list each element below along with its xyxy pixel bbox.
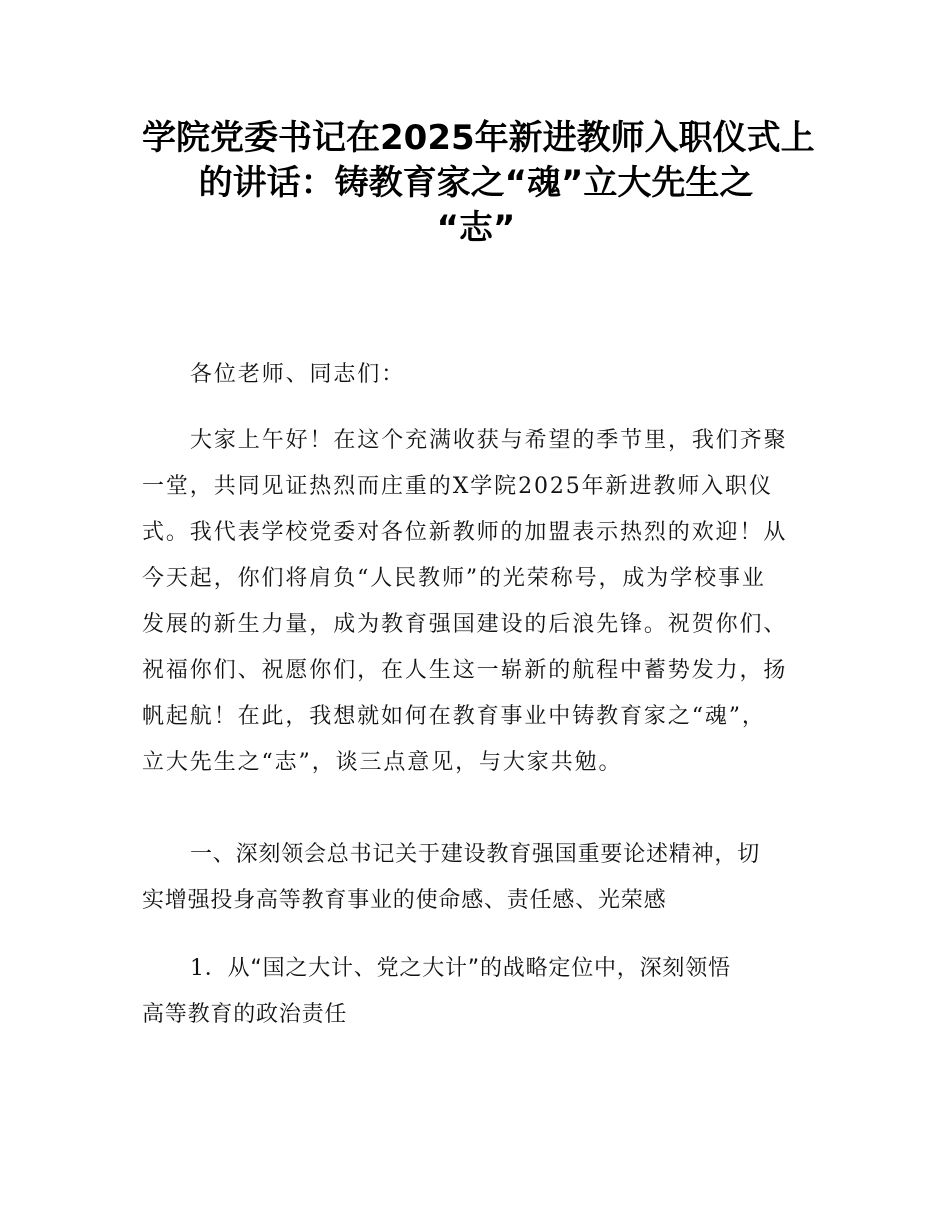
salutation-text: 各位老师、同志们： [190,362,406,387]
heading-line: 实增强投身高等教育事业的使命感、责任感、光荣感 [142,888,667,913]
heading-line [142,946,810,992]
paragraph-line: 今天起，你们将肩负“人民教师”的光荣称号，成为学校事业 [142,566,766,591]
paragraph-line: 一堂，共同见证热烈而庄重的X学院2025年新进教师入职仪 [142,474,773,499]
paragraph-line: 祝福你们、祝愿你们，在人生这一崭新的航程中蓄势发力，扬 [142,658,788,683]
document-title [142,116,815,251]
intro-paragraph [142,418,810,786]
subsection-number: 1． [190,956,228,981]
subsection-1-heading [142,946,810,1038]
heading-line: 高等教育的政治责任 [142,1002,348,1027]
title-line-1: 学院党委书记在2025年新进教师入职仪式上 [142,118,815,158]
paragraph-line: 大家上午好！在这个充满收获与希望的季节里，我们齐聚 [190,428,788,453]
title-line-2: 的讲话：铸教育家之“魂”立大先生之 [198,163,754,203]
paragraph-line: 立大先生之“志”，谈三点意见，与大家共勉。 [142,750,623,775]
paragraph-line: 式。我代表学校党委对各位新教师的加盟表示热烈的欢迎！从 [142,520,788,545]
salutation [142,352,810,398]
section-1-heading [142,832,810,924]
title-line-3: “志” [436,208,516,248]
paragraph-line: 发展的新生力量，成为教育强国建设的后浪先锋。祝贺你们、 [142,612,788,637]
subsection-heading-text: 从“国之大计、党之大计”的战略定位中，深刻领悟 [227,956,731,981]
heading-line: 一、深刻领会总书记关于建设教育强国重要论述精神，切 [190,842,761,867]
paragraph-line: 帆起航！在此，我想就如何在教育事业中铸教育家之“魂”， [142,704,766,729]
